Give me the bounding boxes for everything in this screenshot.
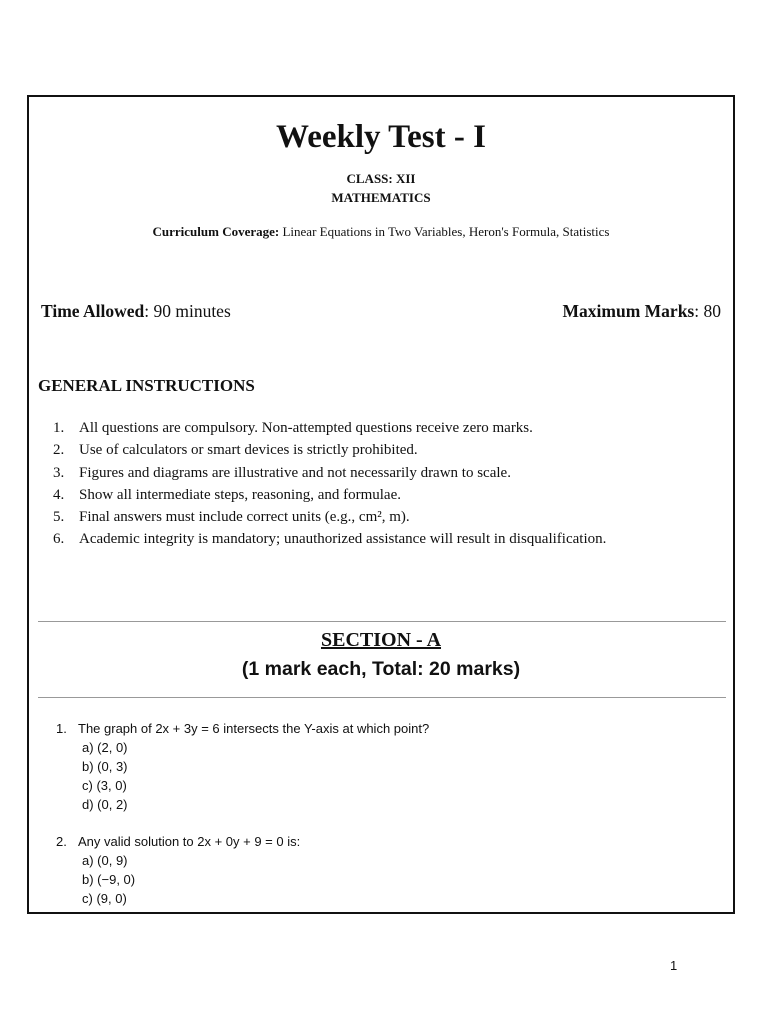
instruction-number: 4. xyxy=(53,486,65,503)
section-divider-top xyxy=(38,621,726,622)
curriculum-coverage xyxy=(29,224,733,240)
page-number: 1 xyxy=(670,958,678,973)
question-item xyxy=(56,719,429,814)
instruction-item xyxy=(53,439,606,461)
time-allowed xyxy=(41,301,231,322)
page-title: Weekly Test - I xyxy=(276,119,486,155)
section-subtitle: (1 mark each, Total: 20 marks) xyxy=(241,658,521,680)
answer-option: d) (0, 2) xyxy=(82,797,128,812)
coverage-label: Curriculum Coverage: xyxy=(152,224,280,239)
answer-option: c) (9, 0) xyxy=(82,891,127,906)
instruction-item xyxy=(53,484,606,506)
instruction-number: 1. xyxy=(53,420,65,436)
instruction-item xyxy=(53,462,606,484)
time-allowed-label: Time Allowed xyxy=(41,301,145,321)
instruction-number: 2. xyxy=(53,442,65,459)
section-title: SECTION - A xyxy=(320,629,442,651)
instruction-item xyxy=(53,506,606,528)
instruction-text: Use of calculators or smart devices is strictly prohibited. xyxy=(79,442,418,459)
instruction-number: 3. xyxy=(53,464,65,481)
maximum-marks-value: : 80 xyxy=(694,301,721,321)
time-allowed-value: : 90 minutes xyxy=(144,301,231,321)
answer-option: a) (2, 0) xyxy=(82,740,128,755)
maximum-marks xyxy=(563,301,721,322)
maximum-marks-label: Maximum Marks xyxy=(562,301,695,321)
class-line: CLASS: XII xyxy=(346,171,416,186)
question-text: Any valid solution to 2x + 0y + 9 = 0 is: xyxy=(78,834,301,849)
instruction-text: Figures and diagrams are illustrative and not necessarily drawn to scale. xyxy=(79,464,511,481)
subject-line: MATHEMATICS xyxy=(331,190,431,205)
question-item xyxy=(56,832,429,908)
answer-option: c) (3, 0) xyxy=(82,778,127,793)
answer-option: a) (0, 9) xyxy=(82,853,128,868)
instruction-item xyxy=(53,528,606,550)
instruction-text: Final answers must include correct units (e.g., cm², m). xyxy=(79,509,410,526)
coverage-text: Linear Equations in Two Variables, Heron's Formula, Statistics xyxy=(279,224,610,239)
general-instructions-heading: GENERAL INSTRUCTIONS xyxy=(38,376,255,395)
instructions-list xyxy=(53,417,606,551)
instruction-number: 6. xyxy=(53,531,65,548)
question-text: The graph of 2x + 3y = 6 intersects the Y-axis at which point? xyxy=(78,721,430,736)
section-divider-bottom xyxy=(38,697,726,698)
question-stem xyxy=(56,719,429,738)
instruction-text: Show all intermediate steps, reasoning, and formulae. xyxy=(79,486,401,503)
instruction-text: Academic integrity is mandatory; unauthorized assistance will result in disqualification. xyxy=(79,531,607,548)
answer-option: b) (−9, 0) xyxy=(82,872,136,887)
question-number: 1. xyxy=(56,721,67,736)
instruction-number: 5. xyxy=(53,509,65,526)
answer-option: b) (0, 3) xyxy=(82,759,128,774)
question-number: 2. xyxy=(56,834,67,849)
instruction-item xyxy=(53,417,606,439)
instruction-text: All questions are compulsory. Non-attempted questions receive zero marks. xyxy=(79,420,533,436)
questions-list xyxy=(56,719,429,914)
question-stem xyxy=(56,832,429,851)
test-paper-frame xyxy=(27,95,735,914)
